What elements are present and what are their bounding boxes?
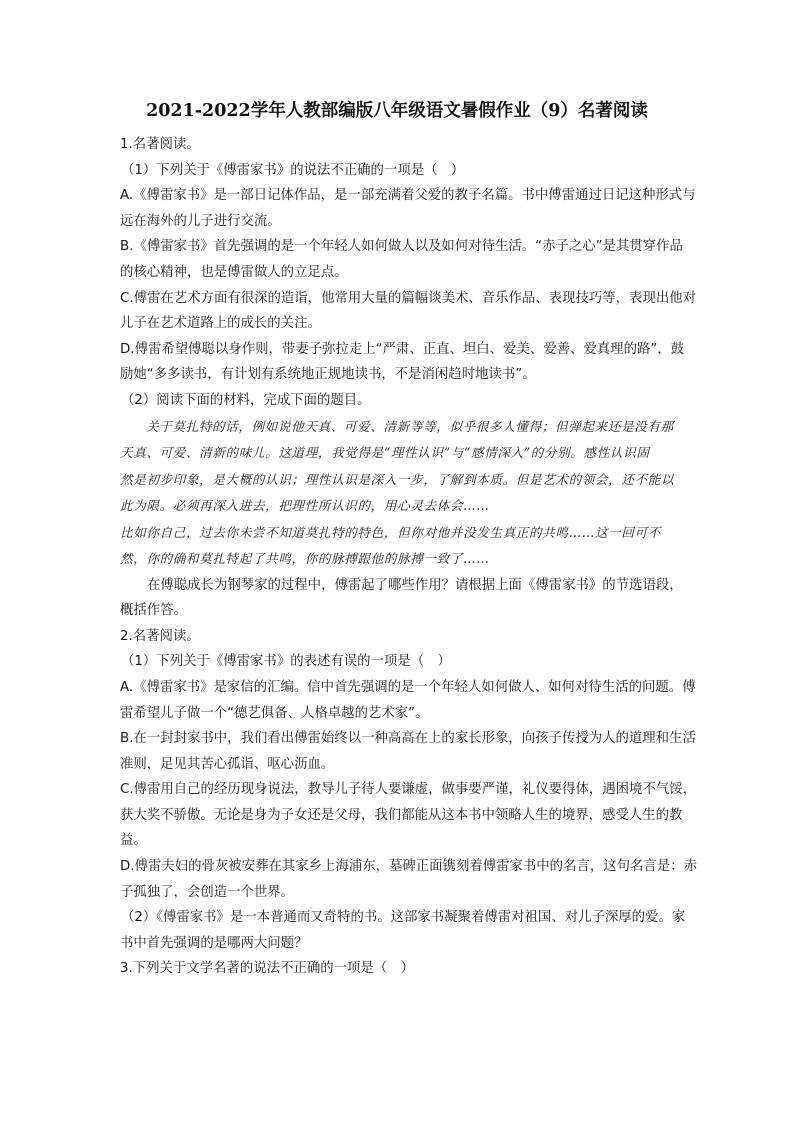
q1-option-d-line1: D.傅雷希望傅聪以身作则，带妻子弥拉走上“严肃、正直、坦白、爱美、爱善、爱真理的路”，鼓 [120, 341, 685, 357]
q1-question-line2: 概括作答。 [120, 603, 187, 619]
page-title: 2021-2022学年人教部编版八年级语文暑假作业（9）名著阅读 [146, 101, 648, 121]
q2-sub2-line2: 书中首先强调的是哪两大问题？ [120, 935, 308, 951]
q1-option-c-line2: 儿子在艺术道路上的成长的关注。 [120, 316, 321, 332]
q1-option-b-line1: B.《傅雷家书》首先强调的是一个年轻人如何做人以及如何对待生活。“赤子之心”是其贯穿作品 [120, 239, 683, 255]
q1-heading: 1.名著阅读。 [120, 137, 200, 152]
q1-option-b-line2: 的核心精神，也是傅雷做人的立足点。 [120, 264, 348, 280]
q2-option-d-line2: 子孤独了，会创造一个世界。 [120, 884, 295, 900]
q1-sub1: （1）下列关于《傅雷家书》的说法不正确的一项是（ ） [121, 162, 465, 178]
excerpt-line: 关于莫扎特的话，例如说他天真、可爱、清新等等，似乎很多人懂得；但弹起来还是没有那 [146, 418, 674, 434]
q2-sub1: （1）下列关于《傅雷家书》的表述有误的一项是（ ） [121, 654, 451, 670]
q2-option-c-line2: 获大奖不骄傲。无论是身为子女还是父母，我们都能从这本书中领略人生的境界，感受人生的教 [120, 807, 683, 823]
excerpt-line: 天真、可爱、清新的味儿。这道理，我觉得是“理性认识”与“感情深入”的分别。感性认识固 [120, 445, 650, 461]
q1-option-d-line2: 励她“多多读书，有计划有系统地正规地读书，不是消闲趋时地读书”。 [120, 367, 536, 383]
q2-option-c-line1: C.傅雷用自己的经历现身说法，教导儿子待人要谦虚，做事要严谨，礼仪要得体，遇困境不气馁， [120, 782, 697, 798]
q2-option-d-line1: D.傅雷夫妇的骨灰被安葬在其家乡上海浦东，墓碑正面镌刻着傅雷家书中的名言，这句名言是：赤 [120, 859, 697, 875]
q1-option-a-line2: 远在海外的儿子进行交流。 [120, 213, 281, 229]
q2-heading: 2.名著阅读。 [120, 628, 200, 644]
excerpt-line: 然，你的确和莫扎特起了共鸣，你的脉搏跟他的脉搏一致了…… [120, 551, 490, 567]
q2-option-a-line2: 雷希望儿子做一个“德艺俱备、人格卓越的艺术家”。 [120, 705, 429, 721]
excerpt-line: 比如你自己，过去你未尝不知道莫扎特的特色，但你对他并没发生真正的共鸣……这一回可不 [120, 524, 661, 540]
document-body [120, 132, 704, 982]
q1-option-a-line1: A.《傅雷家书》是一部日记体作品，是一部充满着父爱的教子名篇。书中傅雷通过日记这种形式与 [120, 188, 696, 204]
q1-question-line1: 在傅聪成长为钢琴家的过程中，傅雷起了哪些作用？请根据上面《傅雷家书》的节选语段， [147, 577, 683, 593]
q1-option-c-line1: C.傅雷在艺术方面有很深的造诣，他常用大量的篇幅谈美术、音乐作品、表现技巧等，表现出他对 [120, 290, 697, 306]
q2-option-a-line1: A.《傅雷家书》是家信的汇编。信中首先强调的是一个年轻人如何做人、如何对待生活的问题。傅 [120, 679, 696, 695]
q2-option-c-line3: 益。 [120, 833, 147, 849]
q2-option-b-line2: 准则，足见其苦心孤诣、呕心沥血。 [120, 756, 335, 772]
excerpt-line: 然是初步印象，是大概的认识；理性认识是深入一步，了解到本质。但是艺术的领会，还不能以 [120, 471, 675, 487]
q2-sub2-line1: （2）《傅雷家书》是一本普通而又奇特的书。这部家书凝聚着傅雷对祖国、对儿子深厚的爱。家 [121, 910, 686, 926]
q1-sub2: （2）阅读下面的材料，完成下面的题目。 [121, 392, 371, 408]
q3-heading: 3.下列关于文学名著的说法不正确的一项是（ ） [120, 961, 414, 977]
q2-option-b-line1: B.在一封封家书中，我们看出傅雷始终以一种高高在上的家长形象，向孩子传授为人的道理和生活 [120, 731, 696, 747]
excerpt-line: 此为限。必须再深入进去，把理性所认识的，用心灵去体会…… [120, 498, 490, 514]
